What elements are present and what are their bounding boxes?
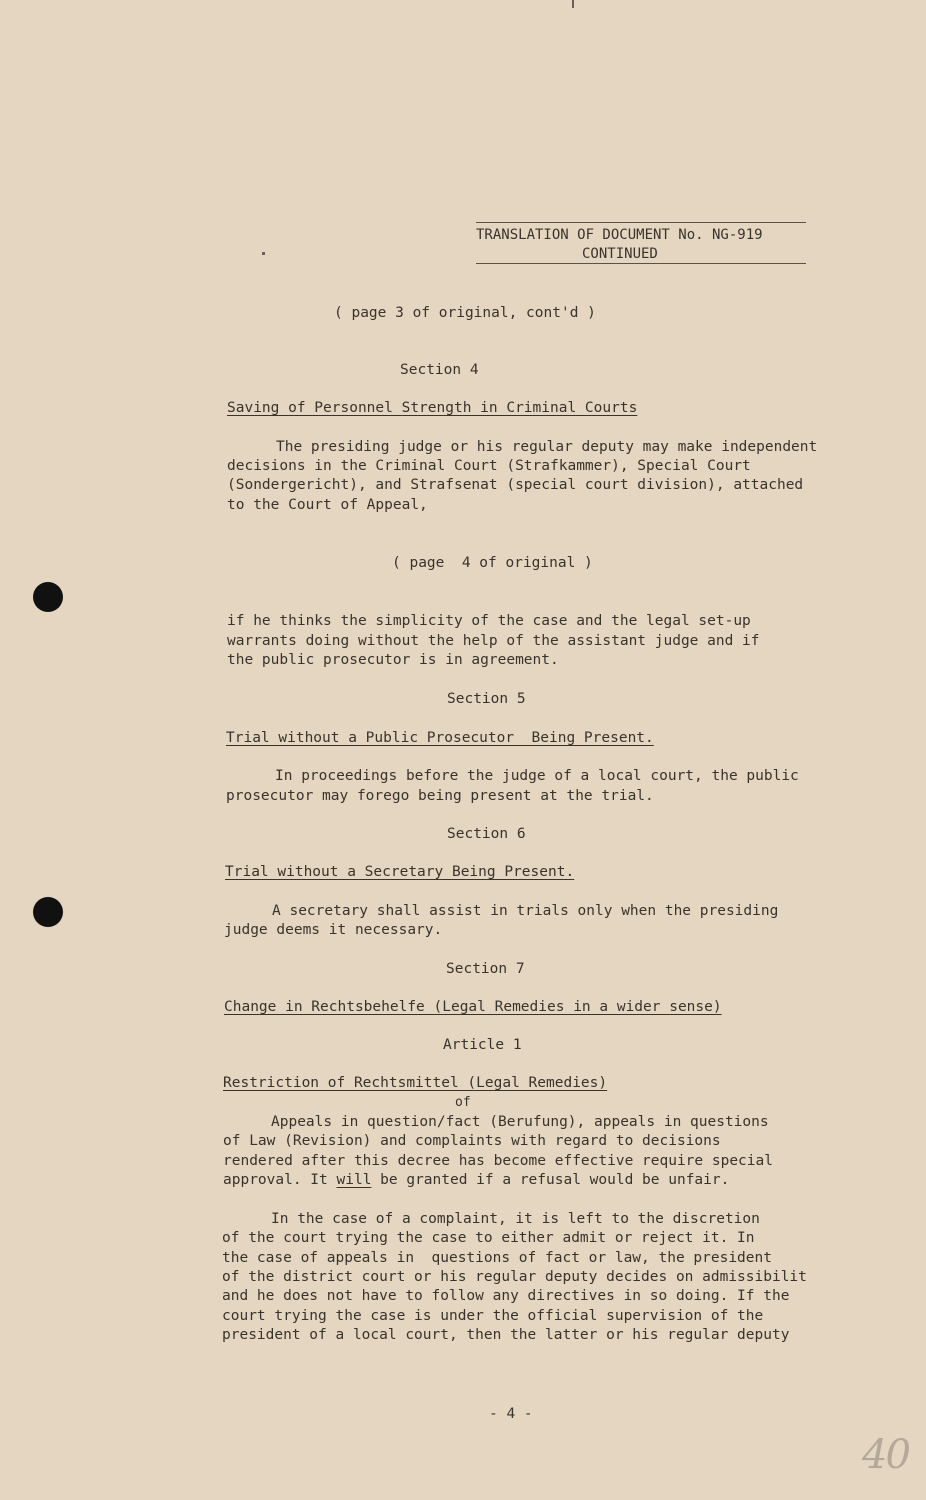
underlined-word: will <box>336 1172 372 1188</box>
header-rule-bottom <box>476 263 806 264</box>
page-reference: ( page 4 of original ) <box>392 555 593 571</box>
article-title: Restriction of Rechtsmittel (Legal Remedies) <box>223 1075 608 1091</box>
binder-hole-bottom <box>33 897 63 927</box>
paragraph-line: A secretary shall assist in trials only when the presiding <box>272 903 779 919</box>
paragraph-line: (Sondergericht), and Strafsenat (special court division), attached <box>227 477 804 493</box>
binder-hole-top <box>33 582 63 612</box>
section-title: Saving of Personnel Strength in Criminal Courts <box>227 400 638 416</box>
document-subtitle: CONTINUED <box>582 246 658 262</box>
paragraph-line: decisions in the Criminal Court (Strafkammer), Special Court <box>227 458 751 474</box>
section-title: Change in Rechtsbehelfe (Legal Remedies in a wider sense) <box>224 999 722 1015</box>
stray-mark <box>572 0 574 8</box>
section-heading: Section 7 <box>446 961 525 977</box>
paragraph-line: In the case of a complaint, it is left to the discretion <box>271 1211 760 1227</box>
paragraph-line: to the Court of Appeal, <box>227 497 428 513</box>
header-rule-top <box>476 222 806 223</box>
paragraph-line: In proceedings before the judge of a local court, the public <box>275 768 799 784</box>
document-title: TRANSLATION OF DOCUMENT No. NG-919 <box>476 227 763 243</box>
text-run: approval. It <box>223 1172 337 1188</box>
paragraph-line: if he thinks the simplicity of the case and the legal set-up <box>227 613 751 629</box>
paragraph-line: court trying the case is under the official supervision of the <box>222 1308 764 1324</box>
paragraph-line: president of a local court, then the latter or his regular deputy <box>222 1327 790 1343</box>
article-heading: Article 1 <box>443 1037 522 1053</box>
section-heading: Section 4 <box>400 362 479 378</box>
paragraph-line: of Law (Revision) and complaints with regard to decisions <box>223 1133 721 1149</box>
paragraph-line: the case of appeals in questions of fact or law, the president <box>222 1250 772 1266</box>
paragraph-line: of the district court or his regular deputy decides on admissibilit <box>222 1269 807 1285</box>
section-heading: Section 5 <box>447 691 526 707</box>
text-run: be granted if a refusal would be unfair. <box>371 1172 730 1188</box>
paragraph-line: The presiding judge or his regular deputy may make independent <box>276 439 818 455</box>
paragraph-line: prosecutor may forego being present at the trial. <box>226 788 654 804</box>
paragraph-line: of the court trying the case to either admit or reject it. In <box>222 1230 755 1246</box>
section-title: Trial without a Secretary Being Present. <box>225 864 575 880</box>
paragraph-line: warrants doing without the help of the assistant judge and if <box>227 633 760 649</box>
page-number: - 4 - <box>489 1406 533 1422</box>
paragraph-line: the public prosecutor is in agreement. <box>227 652 559 668</box>
paragraph-line: rendered after this decree has become effective require special <box>223 1153 773 1169</box>
paragraph-line: and he does not have to follow any directives in so doing. If the <box>222 1288 790 1304</box>
paragraph-line <box>223 1171 729 1191</box>
section-heading: Section 6 <box>447 826 526 842</box>
paragraph-line: judge deems it necessary. <box>224 922 443 938</box>
handwritten-insert: of <box>455 1095 471 1110</box>
handwritten-page-number: 40 <box>862 1432 909 1478</box>
paragraph-line: Appeals in question/fact (Berufung), appeals in questions <box>271 1114 769 1130</box>
page-reference: ( page 3 of original, cont'd ) <box>334 305 596 321</box>
stray-mark <box>262 252 265 255</box>
section-title: Trial without a Public Prosecutor Being Present. <box>226 730 654 746</box>
